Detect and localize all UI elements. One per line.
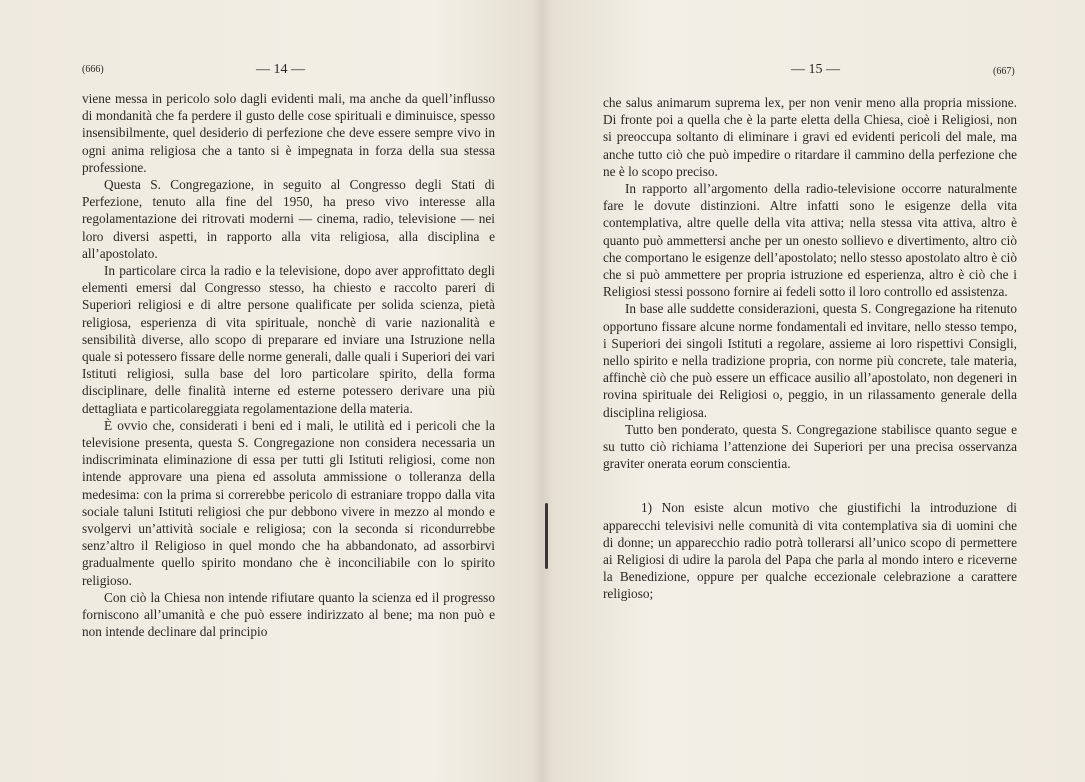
paragraph: viene messa in pericolo solo dagli evidenti mali, ma anche da quell’influsso di mondanità che fa perdere il gusto delle cose spirituali e diminuisce, spesso insensibilmente, quel desiderio di perfezione che deve essere sempre vivo in ogni anima religiosa che a tanto si è impegnata in forza della sua stessa professione. bbox=[82, 91, 495, 175]
paragraph: Tutto ben ponderato, questa S. Congregazione stabilisce quanto segue e su tutto ciò richiama l’attenzione dei Superiori per una precisa osservanza graviter onerata eorum conscientia. bbox=[603, 421, 1017, 472]
paragraph: È ovvio che, considerati i beni ed i mali, le utilità ed i pericoli che la televisione presenta, questa S. Congregazione non considera necessaria un indiscriminata eliminazione di essa per tutti gli Istituti religiosi, come non intende approvare una piena ed assoluta ammissione o tolleranza della medesima: con la prima si correrebbe pericolo di estraniare troppo dalla vita sociale taluni Istituti religiosi che pur debbono vivere in mezzo al mondo e svolgervi un’attività sociale e religiosa; con la seconda si ricondurrebbe senz’altro il Religioso in quel mondo che ha abbandonato, ad assorbirvi gradualmente quello spirito mondano che è inconciliabile con lo spirito religioso. bbox=[82, 417, 495, 588]
marginal-page-number: (667) bbox=[993, 66, 1015, 77]
paragraph: Questa S. Congregazione, in seguito al Congresso degli Stati di Perfezione, tenuto alla fine del 1950, ha preso vivo interesse alla regolamentazione dei ritrovati moderni — cinema, radio, televisione — nei loro diversi aspetti, in rapporto alla vita religiosa, alla disciplina e all’apostolato. bbox=[82, 177, 495, 261]
paragraph: In rapporto all’argomento della radio-televisione occorre naturalmente fare le dovute distinzioni. Altre infatti sono le esigenze della vita contemplativa, altre quelle della vita attiva; nella stessa vita attiva, altro è quanto può ammettersi anche per un onesto sollievo e divertimento, altro ciò che comportano le esigenze dell’apostolato; nello stesso apostolato altro è ciò che si può ammettere per propria istruzione ed esperienza, altro è ciò che i Religiosi stessi possono fornire ai fedeli sotto il loro controllo ed assistenza. bbox=[603, 181, 1017, 300]
body-text bbox=[82, 90, 495, 641]
paragraph: In base alle suddette considerazioni, questa S. Congregazione ha ritenuto opportuno fissare alcune norme fondamentali ed invitare, nello stesso tempo, i Superiori dei singoli Istituti a regolare, assieme ai loro rispettivi Consigli, nello spirito e nella tradizione propria, con norme più concrete, tale materia, affinchè ciò che può essere un efficace ausilio all’apostolato, non degeneri in rovina spirituale dei Religiosi o, peggio, in un rilassamento generale della disciplina religiosa. bbox=[603, 301, 1017, 420]
page-number: — 15 — bbox=[791, 62, 840, 77]
paragraph: Con ciò la Chiesa non intende rifiutare quanto la scienza ed il progresso forniscono all’umanità e che può essere indirizzato al bene; ma non può e non intende declinare dal principio bbox=[82, 589, 495, 640]
paragraph: In particolare circa la radio e la televisione, dopo aver approfittato degli elementi emersi dal Congresso stesso, ha chiesto e raccolto pareri di Superiori religiosi e di altre persone qualificate per solida scienza, pietà religiosa, esperienza di vita spirituale, nonchè di varie nazionalità e sensibilità diverse, allo scopo di preparare ed inviare una Istruzione nella quale si potessero fissare delle norme generali, dalle quali i Superiori dei vari Istituti religiosi, sulla base del loro particolare spirito, della forma disciplinare, delle finalità interne ed esterne potessero derivare una più dettagliata e particolareggiata regolamentazione della materia. bbox=[82, 263, 495, 416]
right-page bbox=[543, 0, 1085, 782]
page-number: — 14 — bbox=[256, 62, 305, 77]
paragraph: che salus animarum suprema lex, per non venir meno alla propria missione. Di fronte poi a quella che è la parte eletta della Chiesa, cioè i Religiosi, non si preoccupa soltanto di eliminare i gravi ed evidenti pericoli del male, ma anche tutto ciò che può impedire o ritardare il cammino della perfezione che ne è lo scopo preciso. bbox=[603, 95, 1017, 179]
body-text bbox=[603, 94, 1017, 603]
left-page bbox=[0, 0, 542, 782]
numbered-paragraph: 1) Non esiste alcun motivo che giustifichi la introduzione di apparecchi televisivi nelle comunità di vita contemplativa sia di uomini che di donne; un apparecchio radio potrà tollerarsi all’unico scopo di permettere ai Religiosi di udire la parola del Papa che parla al mondo intero e riceverne la Benedizione, oppure per qualche eccezionale celebrazione a carattere religioso; bbox=[603, 500, 1017, 602]
marginal-page-number: (666) bbox=[82, 64, 104, 75]
